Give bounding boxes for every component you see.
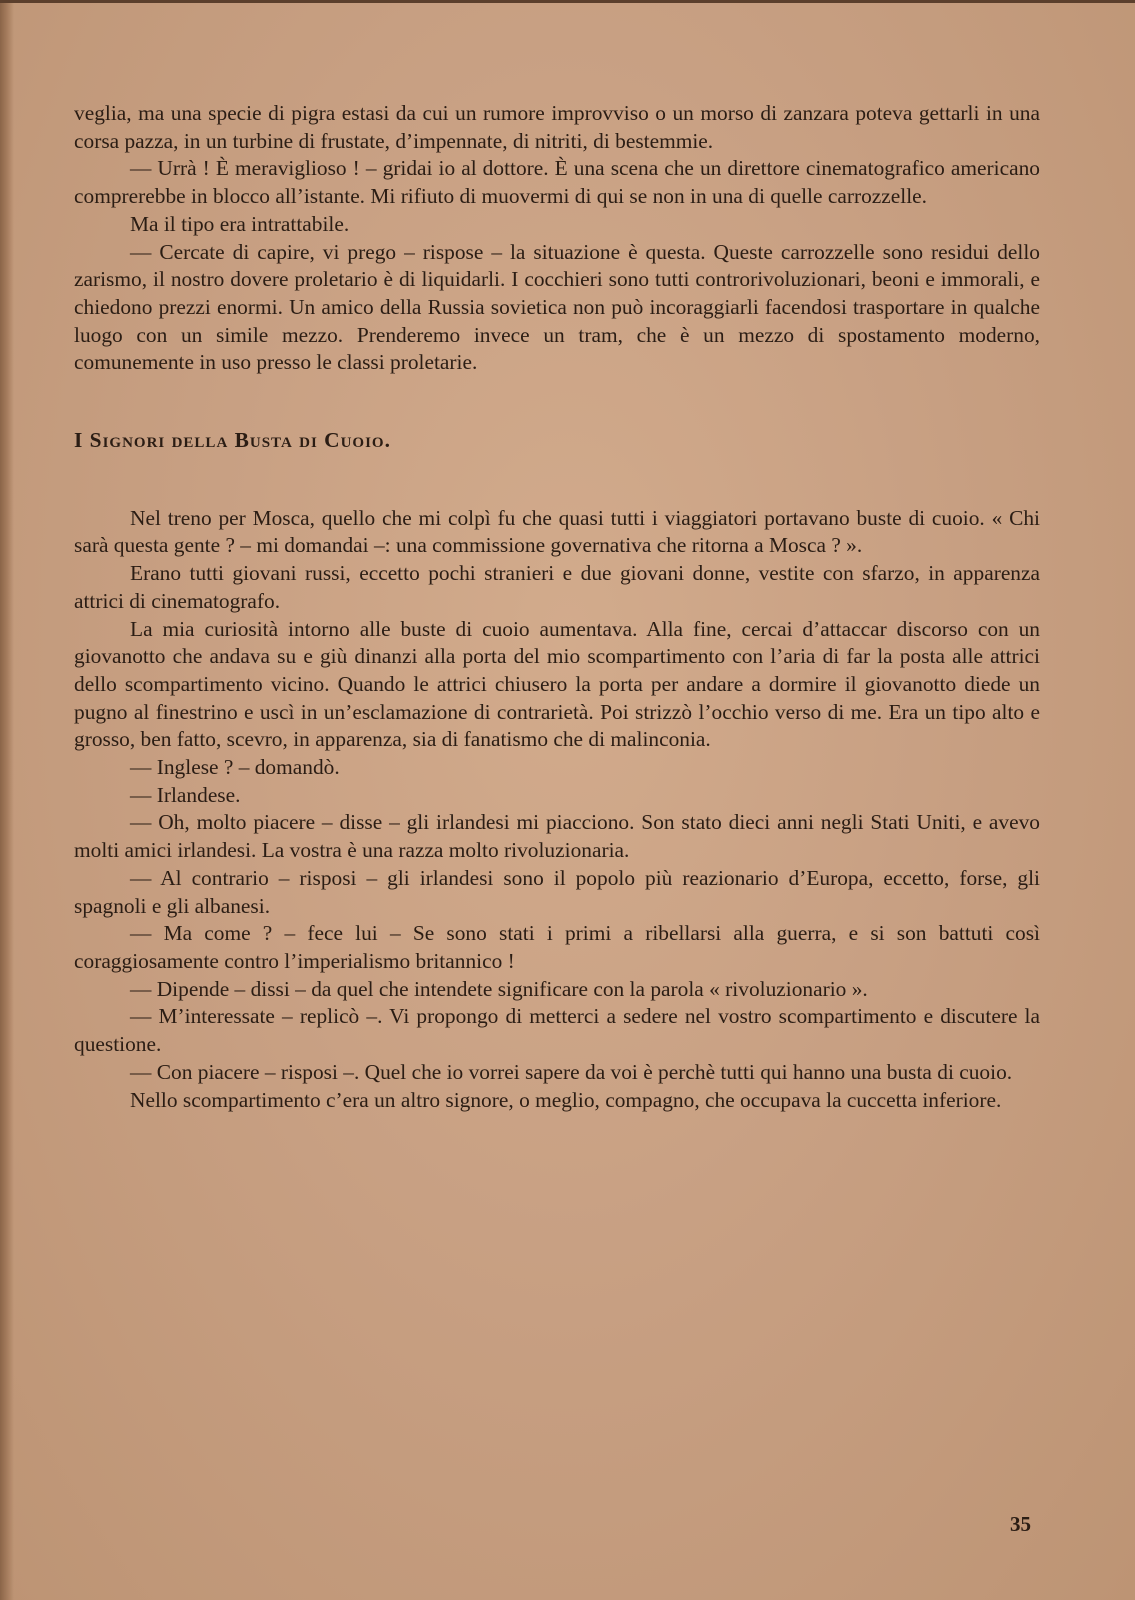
section-heading: I Signori della Busta di Cuoio. xyxy=(74,428,391,453)
paragraph: Nello scompartimento c’era un altro signore, o meglio, compagno, che occupava la cuccetta inferiore. xyxy=(130,1087,1002,1112)
paragraph: Erano tutti giovani russi, eccetto pochi stranieri e due giovani donne, vestite con sfarzo, in apparenza attrici di cinematografo. xyxy=(74,561,1040,613)
paragraph: — Irlandese. xyxy=(130,782,241,807)
paragraph: — Cercate di capire, vi prego – rispose – la situazione è questa. Queste carrozzelle sono residui dello zarismo, il nostro dovere proletario è di liquidarli. I cocchieri sono tutti controrivoluzionari, beoni e immorali, e chiedono prezzi enormi. Un amico della Russia sovietica non può incoraggiarli facendosi trasportare in qualche luogo con un simile mezzo. Prenderemo invece un tram, che è un mezzo di spostamento moderno, comunemente in uso presso le classi proletarie. xyxy=(74,239,1040,375)
paragraph: veglia, ma una specie di pigra estasi da cui un rumore improvviso o un morso di zanzara poteva gettarli in una corsa pazza, in un turbine di frustate, d’impennate, di nitriti, di bestemmie. xyxy=(74,101,1040,153)
page-number: 35 xyxy=(1010,1512,1031,1536)
top-edge-line xyxy=(0,0,1135,3)
paragraph: — Urrà ! È meraviglioso ! – gridai io al dottore. È una scena che un direttore cinematografico americano comprerebbe in blocco all’istante. Mi rifiuto di muovermi di qui se non in una di quelle carrozzelle. xyxy=(74,156,1040,209)
paragraph: — Con piacere – risposi –. Quel che io vorrei sapere da voi è perchè tutti qui hanno una busta di cuoio. xyxy=(130,1059,1013,1084)
page-text-block xyxy=(74,100,1040,1114)
book-spine-shadow xyxy=(0,0,14,1600)
paragraph: Nel treno per Mosca, quello che mi colpì fu che quasi tutti i viaggiatori portavano buste di cuoio. « Chi sarà questa gente ? – mi domandai –: una commissione governativa che ritorna a Mosca ? ». xyxy=(74,505,1040,558)
paragraph: — Al contrario – risposi – gli irlandesi sono il popolo più reazionario d’Europa, eccetto, forse, gli spagnoli e gli albanesi. xyxy=(74,865,1040,918)
paragraph: La mia curiosità intorno alle buste di cuoio aumentava. Alla fine, cercai d’attaccar discorso con un giovanotto che andava su e giù dinanzi alla porta del mio scompartimento con l’aria di far la posta alle attrici dello scompartimento vicino. Quando le attrici chiusero la porta per andare a dormire il giovanotto diede un pugno al finestrino e uscì in un’esclamazione di contrarietà. Poi strizzò l’occhio verso di me. Era un tipo alto e grosso, ben fatto, scevro, in apparenza, sia di fanatismo che di malinconia. xyxy=(74,616,1040,752)
paragraph: — M’interessate – replicò –. Vi propongo di metterci a sedere nel vostro scompartimento e discutere la questione. xyxy=(74,1004,1040,1057)
paragraph: — Oh, molto piacere – disse – gli irlandesi mi piacciono. Son stato dieci anni negli Stati Uniti, e avevo molti amici irlandesi. La vostra è una razza molto rivoluzionaria. xyxy=(74,810,1040,863)
paragraph: — Ma come ? – fece lui – Se sono stati i primi a ribellarsi alla guerra, e si son battuti così coraggiosamente contro l’imperialismo britannico ! xyxy=(74,921,1040,973)
paragraph: — Inglese ? – domandò. xyxy=(130,755,340,780)
paragraph: — Dipende – dissi – da quel che intendete significare con la parola « rivoluzionario ». xyxy=(130,976,868,1001)
paragraph: Ma il tipo era intrattabile. xyxy=(130,211,350,236)
